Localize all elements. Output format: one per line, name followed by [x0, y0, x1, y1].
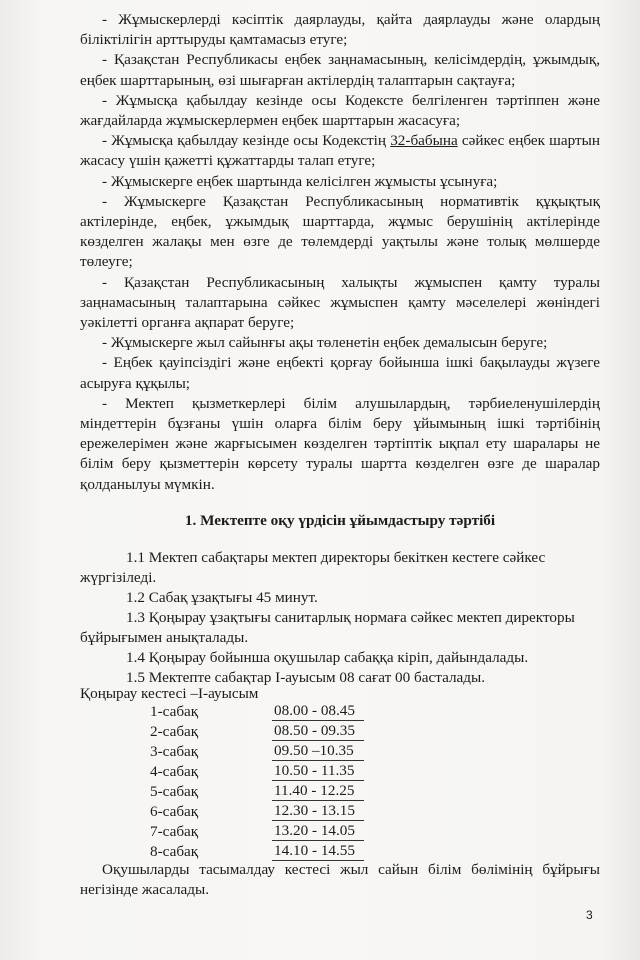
- list-item: - Мектеп қызметкерлері білім алушылардың, тәрбиеленушілердің міндеттерін бұзғаны үшін оларға білім беру ұйымының ішкі тәртібінің ережелерімен және жарғысымен көзделген тәртіптік ықпал ету шаралары не білім беру қызметтерін көрсету туралы шартта көзделген өзге де шаралар қолданылуы мүмкін.: [80, 394, 600, 493]
- rule-item: 1.4 Қоңырау бойынша оқушылар сабаққа кіріп, дайындалады.: [126, 649, 529, 666]
- lesson-time: 09.50 –10.35: [272, 742, 364, 761]
- list-item: - Жұмыскерге Қазақстан Республикасының нормативтік құқықтық актілерінде, еңбек, ұжымдық шарттарда, жұмыс берушінің актілерінде көзделген жалақы мен өзге де төлемдерді уақтылы және толық мөлшерде төлеуге;: [80, 192, 600, 271]
- list-item: - Еңбек қауіпсіздігі және еңбекті қорғау бойынша ішкі бақылауды жүзеге асыруға құқылы;: [80, 354, 600, 392]
- lesson-label: 4-сабақ: [150, 763, 199, 780]
- schedule-row: [150, 762, 364, 782]
- section-heading: 1. Мектепте оқу үрдісін ұйымдастыру тәртібі: [184, 512, 496, 529]
- duties-list: [80, 10, 600, 495]
- rule-item: 1.2 Сабақ ұзақтығы 45 минут.: [126, 589, 318, 606]
- list-item-text: сәйкес еңбек шартын жасасу үшін қажетті құжаттарды талап етуге;: [80, 132, 600, 170]
- lesson-label: 6-сабақ: [150, 803, 199, 820]
- lesson-label: 8-сабақ: [150, 843, 199, 860]
- list-item: - Қазақстан Республикасының халықты жұмыспен қамту туралы заңнамасының талаптарына сәйкес жұмыспен қамту мәселелері жөніндегі уәкілетті органға ақпарат беруге;: [80, 273, 600, 332]
- rules-list: [80, 548, 600, 688]
- schedule-row: [150, 822, 364, 842]
- lesson-time: 10.50 - 11.35: [272, 762, 364, 781]
- schedule-title: Қоңырау кестесі –I-ауысым: [80, 685, 259, 702]
- list-item: - Қазақстан Республикасы еңбек заңнамасының, келісімдердің, ұжымдық, еңбек шарттарының, өзі шығарған актілердің талаптарын сақтауға;: [80, 51, 600, 89]
- lesson-label: 3-сабақ: [150, 743, 199, 760]
- lesson-time: 12.30 - 13.15: [272, 802, 364, 821]
- lesson-label: 2-сабақ: [150, 723, 199, 740]
- rule-item: 1.5 Мектепте сабақтар I-ауысым 08 сағат 00 басталады.: [126, 669, 485, 686]
- schedule-row: [150, 722, 364, 742]
- lesson-time: 14.10 - 14.55: [272, 842, 364, 861]
- code-article-link[interactable]: 32-бабына: [390, 132, 458, 150]
- lesson-time: 08.00 - 08.45: [272, 702, 364, 721]
- list-item-text: - Жұмысқа қабылдау кезінде осы Кодекстің: [102, 132, 391, 150]
- list-item: - Жұмысқа қабылдау кезінде осы Кодексте белгіленген тәртіппен және жағдайларда жұмыскерлермен еңбек шарттарын жасасуға;: [80, 91, 600, 130]
- list-item: - Жұмыскерге еңбек шартында келісілген жұмысты ұсынуға;: [102, 172, 498, 190]
- rule-item: 1.1 Мектеп сабақтары мектеп директоры бекіткен кестеге сәйкес жүргізіледі.: [80, 549, 546, 586]
- lesson-label: 1-сабақ: [150, 703, 199, 720]
- schedule-row: [150, 802, 364, 822]
- schedule-row: [150, 842, 364, 862]
- lesson-time: 13.20 - 14.05: [272, 822, 364, 841]
- lesson-time: 11.40 - 12.25: [272, 782, 364, 801]
- page-number: 3: [586, 908, 593, 922]
- schedule-row: [150, 782, 364, 802]
- schedule-row: [150, 702, 364, 722]
- rule-item: 1.3 Қоңырау ұзақтығы санитарлық нормаға сәйкес мектеп директоры бұйрығымен анықталады.: [80, 609, 575, 646]
- list-item: [80, 131, 600, 171]
- bell-schedule: [150, 702, 364, 862]
- list-item: - Жұмыскерлерді кәсіптік даярлауды, қайта даярлауды және олардың біліктілігін арттыруды қамтамасыз етуге;: [80, 11, 600, 49]
- list-item: - Жұмыскерге жыл сайынғы ақы төленетін еңбек демалысын беруге;: [102, 334, 548, 352]
- closing-text: Оқушыларды тасымалдау кестесі жыл сайын білім бөлімінің бұйрығы негізінде жасалады.: [80, 861, 600, 898]
- lesson-label: 7-сабақ: [150, 823, 199, 840]
- lesson-label: 5-сабақ: [150, 783, 199, 800]
- schedule-row: [150, 742, 364, 762]
- closing-paragraph: [80, 860, 600, 900]
- lesson-time: 08.50 - 09.35: [272, 722, 364, 741]
